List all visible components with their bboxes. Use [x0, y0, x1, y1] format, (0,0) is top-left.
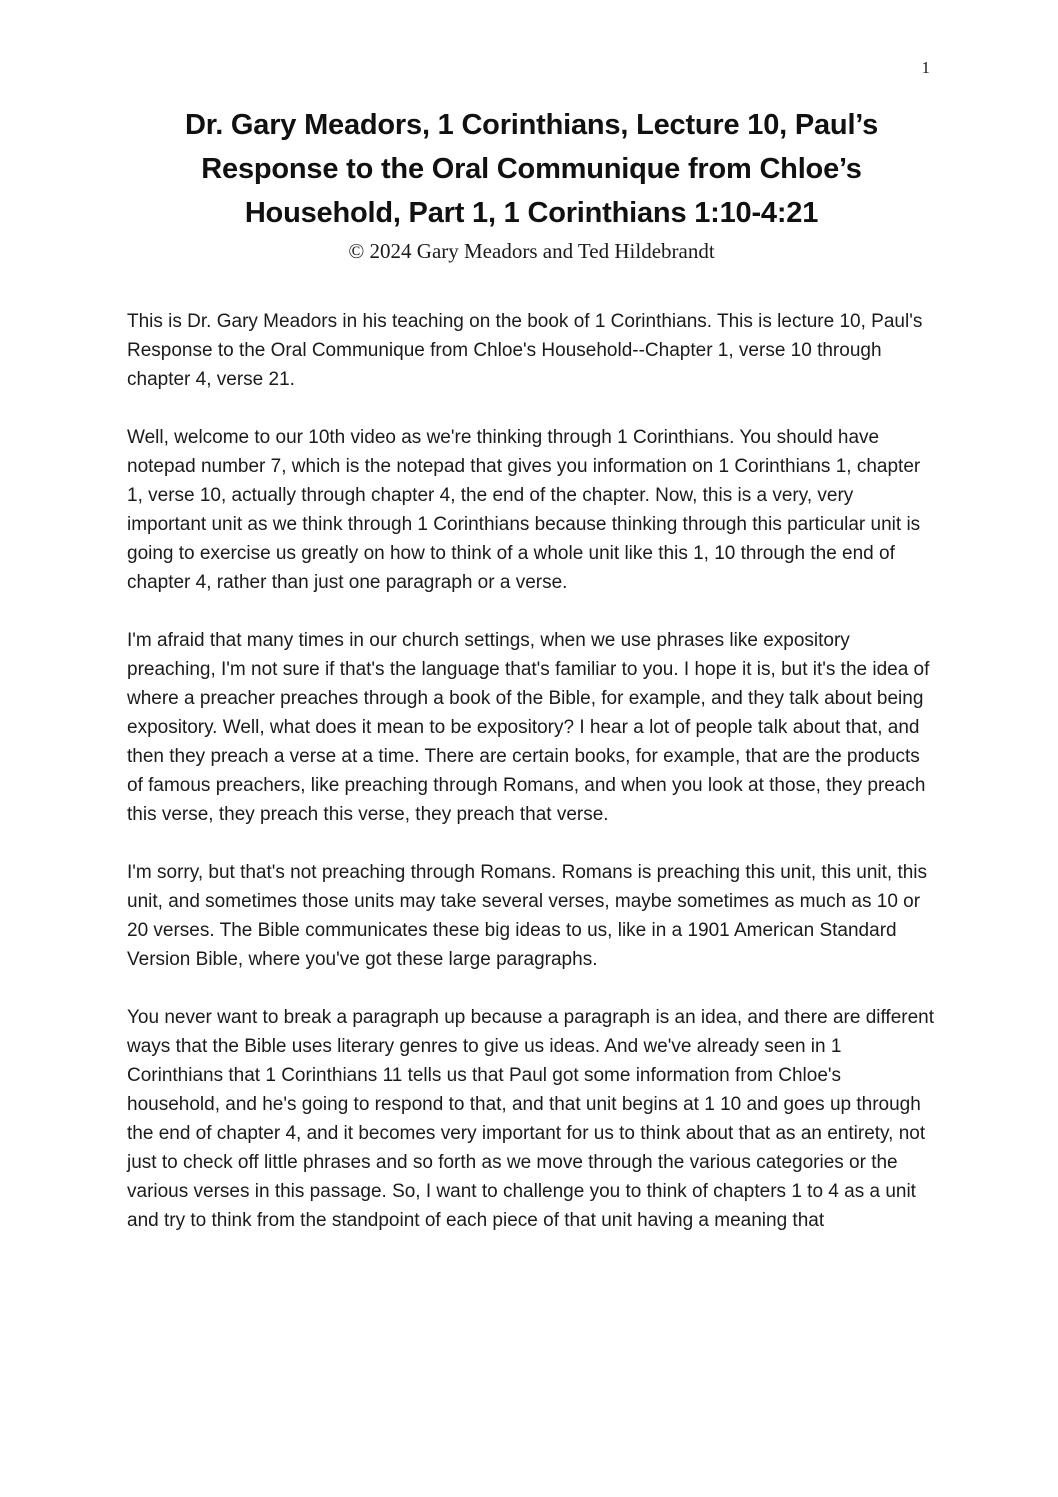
paragraph-4: I'm sorry, but that's not preaching through Romans. Romans is preaching this unit, this unit, this unit, and sometimes those units may take several verses, maybe sometimes as much as 10 or 20 verses. The Bible communicates these big ideas to us, like in a 1901 American Standard Version Bible, where you've got these large paragraphs.	[127, 862, 928, 970]
paragraph-2: Well, welcome to our 10th video as we're thinking through 1 Corinthians. You should have notepad number 7, which is the notepad that gives you information on 1 Corinthians 1, chapter 1, verse 10, actually through chapter 4, the end of the chapter. Now, this is a very, very important unit as we think through 1 Corinthians because thinking through this particular unit is going to exercise us greatly on how to think of a whole unit like this 1, 10 through the end of chapter 4, rather than just one paragraph or a verse.	[127, 427, 921, 593]
title-line-2: Response to the Oral Communique from Chloe’s	[201, 153, 862, 185]
document-title	[127, 103, 936, 235]
title-line-1: Dr. Gary Meadors, 1 Corinthians, Lecture 10, Paul’s	[184, 109, 879, 141]
document-header	[127, 103, 936, 265]
paragraph-5: You never want to break a paragraph up because a paragraph is an idea, and there are different ways that the Bible uses literary genres to give us ideas. And we've already seen in 1 Corinthians that 1 Corinthians 11 tells us that Paul got some information from Chloe's household, and he's going to respond to that, and that unit begins at 1 10 and goes up through the end of chapter 4, and it becomes very important for us to think about that as an entirety, not just to check off little phrases and so forth as we move through the various categories or the various verses in this passage. So, I want to challenge you to think of chapters 1 to 4 as a unit and try to think from the standpoint of each piece of that unit having a meaning that	[127, 1007, 935, 1231]
paragraph-3: I'm afraid that many times in our church settings, when we use phrases like expository preaching, I'm not sure if that's the language that's familiar to you. I hope it is, but it's the idea of where a preacher preaches through a book of the Bible, for example, and they talk about being expository. Well, what does it mean to be expository? I hear a lot of people talk about that, and then they preach a verse at a time. There are certain books, for example, that are the products of famous preachers, like preaching through Romans, and when you look at those, they preach this verse, they preach this verse, they preach that verse.	[127, 630, 930, 825]
title-line-3: Household, Part 1, 1 Corinthians 1:10-4:21	[244, 197, 819, 229]
copyright-line: © 2024 Gary Meadors and Ted Hildebrandt	[348, 239, 715, 263]
page-number: 1	[921, 58, 930, 77]
paragraph-1: This is Dr. Gary Meadors in his teaching on the book of 1 Corinthians. This is lecture 10, Paul's Response to the Oral Communique from Chloe's Household--Chapter 1, verse 10 through chapter 4, verse 21.	[127, 311, 923, 390]
document-body	[127, 307, 936, 1235]
